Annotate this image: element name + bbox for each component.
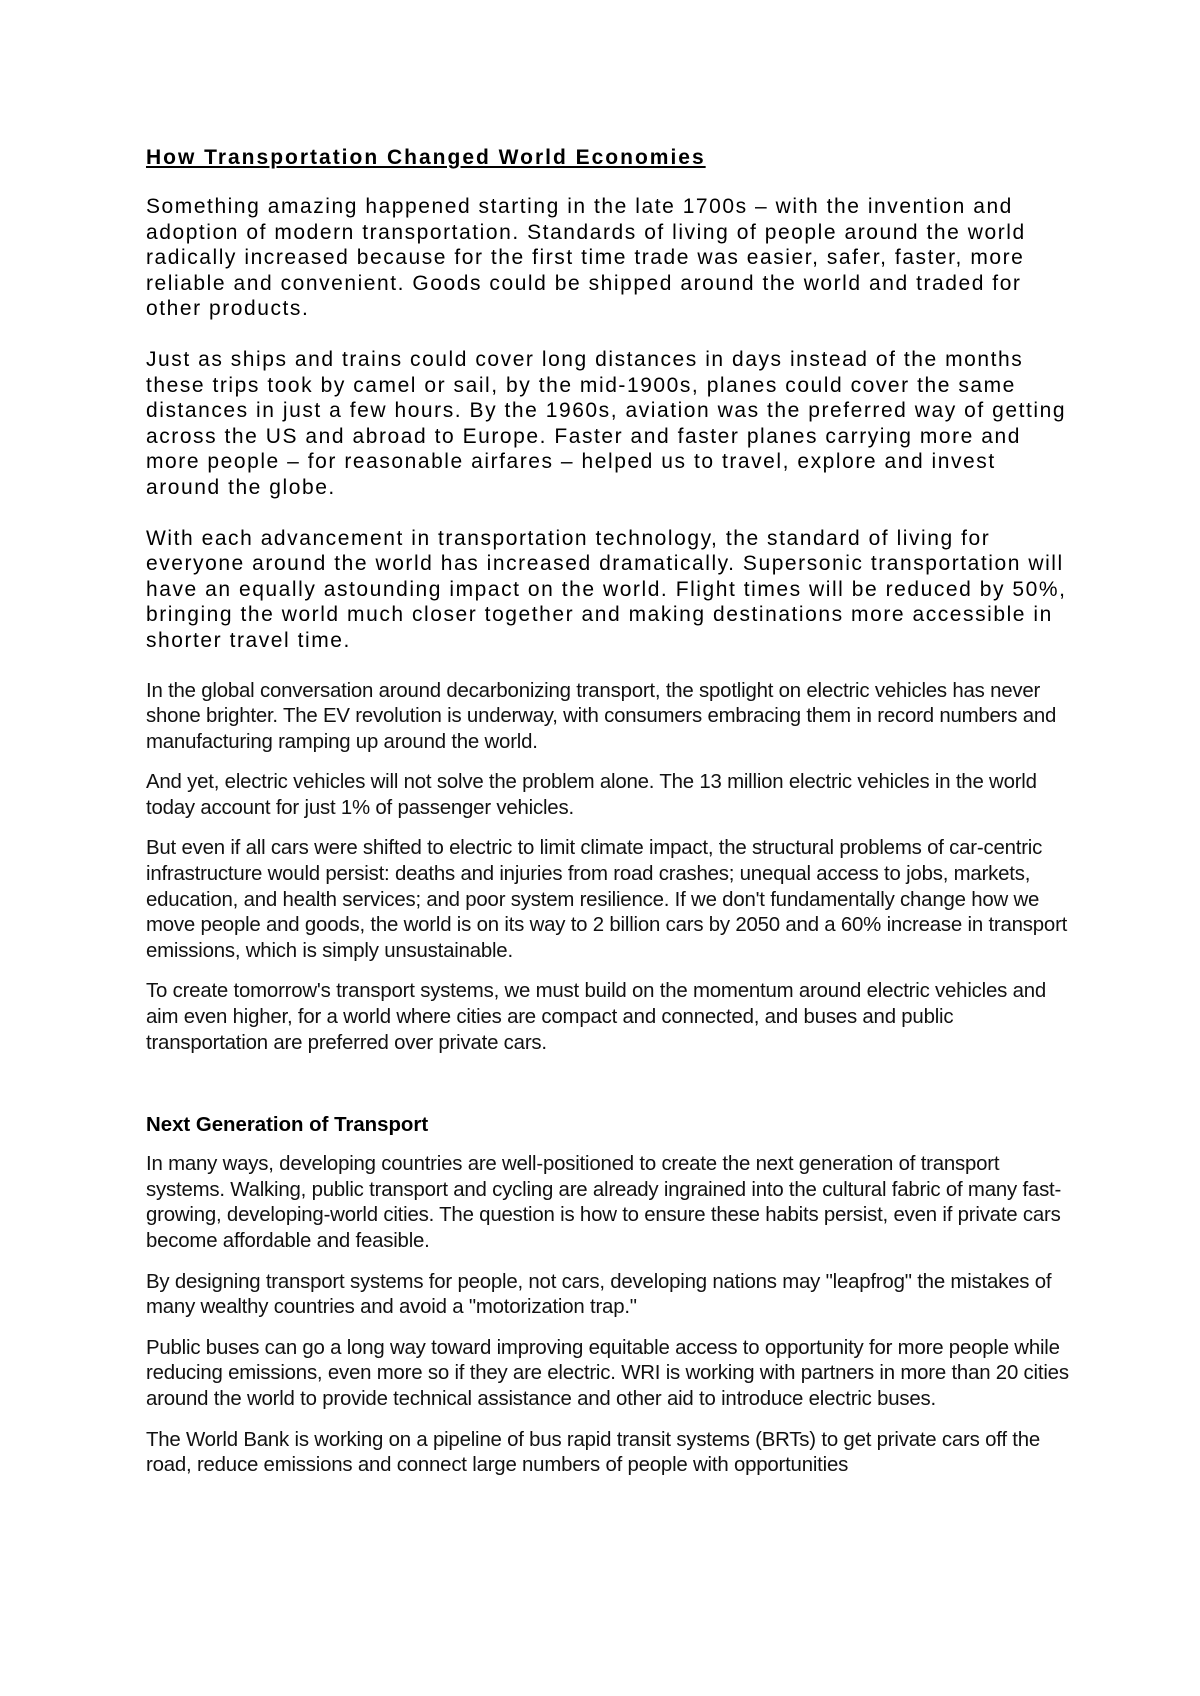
document-title: How Transportation Changed World Economies: [146, 146, 706, 169]
next-generation-section: [146, 1152, 1071, 1479]
section-paragraph-1: In many ways, developing countries are well-positioned to create the next generation of transport systems. Walking, public transport and cycling are already ingrained into the cultural fabric of many fast-growing, developing-world cities. The question is how to ensure these habits persist, even if private cars become affordable and feasible.: [146, 1153, 1062, 1252]
intro-paragraph-2: Just as ships and trains could cover long distances in days instead of the months these trips took by camel or sail, by the mid-1900s, planes could cover the same distances in just a few hours. By the 1960s, aviation was the preferred way of getting across the US and abroad to Europe. Faster and faster planes carrying more and more people – for reasonable airfares – helped us to travel, explore and invest around the globe.: [146, 347, 1067, 499]
intro-section: [146, 194, 1071, 654]
body-paragraph-1: In the global conversation around decarbonizing transport, the spotlight on electric vehicles has never shone brighter. The EV revolution is underway, with consumers embracing them in record numbers and manufacturing ramping up around the world.: [146, 679, 1057, 753]
section-paragraph-3: Public buses can go a long way toward improving equitable access to opportunity for more people while reducing emissions, even more so if they are electric. WRI is working with partners in more than 20 cities around the world to provide technical assistance and other aid to introduce electric buses.: [146, 1336, 1069, 1410]
body-paragraph-3: But even if all cars were shifted to electric to limit climate impact, the structural problems of car-centric infrastructure would persist: deaths and injuries from road crashes; unequal access to jobs, markets, education, and health services; and poor system resilience. If we don't fundamentally change how we move people and goods, the world is on its way to 2 billion cars by 2050 and a 60% increase in transport emissions, which is simply unsustainable.: [146, 837, 1068, 962]
section-paragraph-4: The World Bank is working on a pipeline of bus rapid transit systems (BRTs) to get private cars off the road, reduce emissions and connect large numbers of people with opportunities: [146, 1428, 1041, 1477]
section-paragraph-2: By designing transport systems for people, not cars, developing nations may "leapfrog" the mistakes of many wealthy countries and avoid a "motorization trap.": [146, 1270, 1052, 1319]
intro-paragraph-1: Something amazing happened starting in the late 1700s – with the invention and adoption of modern transportation. Standards of living of people around the world radically increased because for the first time trade was easier, safer, faster, more reliable and convenient. Goods could be shipped around the world and traded for other products.: [146, 195, 1026, 321]
ev-section: [146, 679, 1071, 1057]
body-paragraph-2: And yet, electric vehicles will not solve the problem alone. The 13 million electric vehicles in the world today account for just 1% of passenger vehicles.: [146, 771, 1037, 819]
body-paragraph-4: To create tomorrow's transport systems, we must build on the momentum around electric vehicles and aim even higher, for a world where cities are compact and connected, and buses and public transportation are preferred over private cars.: [146, 980, 1046, 1054]
section-heading: Next Generation of Transport: [146, 1114, 429, 1137]
document-page: [146, 144, 1071, 1494]
intro-paragraph-3: With each advancement in transportation technology, the standard of living for everyone around the world has increased dramatically. Supersonic transportation will have an equally astounding impact on the world. Flight times will be reduced by 50%, bringing the world much closer together and making destinations more accessible in shorter travel time.: [146, 526, 1067, 652]
